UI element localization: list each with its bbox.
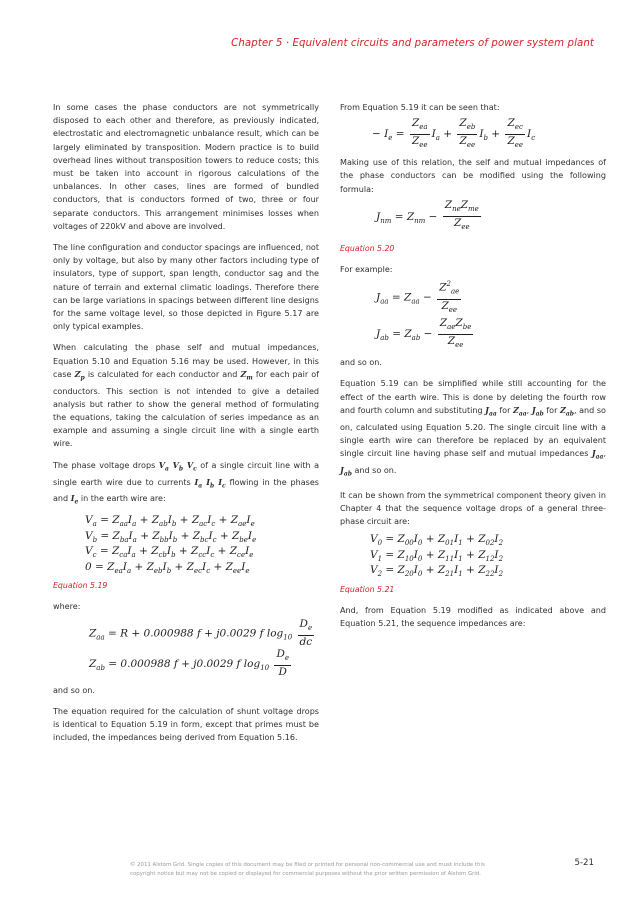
- equation-jaa-jab: $J_{aa} = Z_{aa}$ − $\frac{Z^2_{ae}}{Z_{ee}}$ $J_{ab} = Z_{ab}$ − $\frac{Z_{ae}Z_{be}}{Z_{ee}}$: [376, 280, 472, 349]
- chapter-header: Chapter 5 · Equivalent circuits and parameters of power system plant: [231, 38, 594, 49]
- equation-label-5-19: Equation 5.19: [53, 581, 108, 591]
- equation-5-19: $V_a = Z_{aa}I_a + Z_{ab}I_b + Z_{ac}I_c + Z_{ae}I_e$ $V_b = Z_{ba}I_a + Z_{bb}I_b + Z_{bc}I_c + Z_{be}I_e$ $V_c = Z_{ca}I_a + Z_{cb}I_b + Z_{cc}I_c + Z_{ce}I_e$ $0 = Z_{ea}I_a + Z_{eb}I_b + Z_{ec}I_c + Z_{ee}I_e$: [85, 514, 257, 575]
- and-so-on-text: and so on.: [53, 685, 95, 695]
- paragraph-line-configuration: The line configuration and conductor spacings are influenced, not only by voltage, but also by many other factors including type of insulators, type of support, span length, conductor sag and the nature of terrain and external climatic loadings. Therefore there can be large variations in spacings between different line designs for the same voltage level, so those depicted in Figure 5.17 are only typical examples.: [53, 243, 319, 332]
- equation-ie: − $I_e$ = $\frac{Z_{ea}}{Z_{ee}}$ $I_a$ + $\frac{Z_{eb}}{Z_{ee}}$ $I_b$ + $\frac{Z_{ec}}{Z_{ee}}$ $I_c$: [372, 116, 536, 149]
- right-column: [340, 101, 606, 638]
- copyright-notice: © 2011 Alstom Grid. Single copies of this document may be filed or printed for personal non-commercial use and must include this copyright notice but may not be copied or displayed for commercial purposes without the prior written permission of Alstom Grid.: [130, 862, 485, 877]
- equation-5-21: $V_0 = Z_{00}I_0 + Z_{01}I_1 + Z_{02}I_2$ $V_1 = Z_{10}I_0 + Z_{11}I_1 + Z_{12}I_2$ $V_2 = Z_{20}I_0 + Z_{21}I_1 + Z_{22}I_2$: [370, 533, 504, 579]
- paragraph-shunt-voltage: The equation required for the calculation of shunt voltage drops is identical to Equation 5.19 in form, except that primes must be included, the impedances being derived from Equation 5.16.: [53, 706, 319, 743]
- left-column: [53, 101, 319, 752]
- paragraph-impedance-calculation: When calculating the phase self and mutual impedances, Equation 5.10 and Equation 5.16 may be used. However, in this case $Z_p$ is calculated for each conductor and $Z_m$ for each pair of conductors. This section is not intended to give a detailed analysis but rather to show the general method of formulating the equations, taking the calculation of series impedance as an example and assuming a single circuit line with a single earth wire.: [53, 343, 319, 449]
- paragraph-modified-impedance: Making use of this relation, the self and mutual impedances of the phase conductors can be modified using the following formula:: [340, 158, 606, 194]
- equation-label-5-21: Equation 5.21: [340, 584, 395, 594]
- and-so-on-text-right: and so on.: [340, 358, 382, 368]
- paragraph-sequence-drops: It can be shown from the symmetrical component theory given in Chapter 4 that the sequence voltage drops of a general three-phase circuit are:: [340, 490, 606, 527]
- equation-label-5-20: Equation 5.20: [340, 243, 395, 253]
- where-text: where:: [53, 602, 81, 612]
- for-example-text: For example:: [340, 265, 393, 275]
- page-number: 5-21: [574, 858, 594, 868]
- paragraph-from-equation: From Equation 5.19 it can be seen that:: [340, 103, 500, 112]
- paragraph-simplification: Equation 5.19 can be simplified while still accounting for the effect of the earth wire. This is done by deleting the fourth row and fourth column and substituting $J_{aa}$ for $Z_{aa}$, $J_{ab}$ for $Z_{ab}$, and so on, calculated using Equation 5.20. The single circuit line with a single earth wire can therefore be replaced by an equivalent single circuit line having phase self and mutual impedances $J_{aa}$, $J_{ab}$ and so on.: [340, 379, 606, 478]
- paragraph-voltage-drops: The phase voltage drops $V_a$ $V_b$ $V_c$ of a single circuit line with a single earth wire due to currents $I_a$ $I_b$ $I_c$ flowing in the phases and $I_e$ in the earth wire are:: [53, 459, 320, 506]
- paragraph-transposition: In some cases the phase conductors are not symmetrically disposed to each other and therefore, as previously indicated, electrostatic and electromagnetic unbalance result, which can be largely eliminated by transposition. Modern practice is to build overhead lines without transposition towers to reduce costs; this must be taken into account in rigorous calculations of the unbalances. In other cases, lines are formed of bundled conductors, that is conductors formed of two, three or four separate conductors. This arrangement minimises losses when voltages of 220kV and above are involved.: [53, 103, 319, 231]
- paragraph-sequence-impedances: And, from Equation 5.19 modified as indicated above and Equation 5.21, the sequence impedances are:: [340, 605, 606, 629]
- equation-5-20: $J_{nm} = Z_{nm}$ − $\frac{Z_{ne}Z_{me}}{Z_{ee}}$: [376, 199, 479, 232]
- equation-zaa-zab: $Z_{aa} = R + 0.000988$ f + j0.0029 f $\log_{10}$ $\frac{D_e}{dc}$ $Z_{ab} = 0.000988$ f + j0.0029 f $\log_{10}$ $\frac{D_e}{D}$: [89, 617, 313, 679]
